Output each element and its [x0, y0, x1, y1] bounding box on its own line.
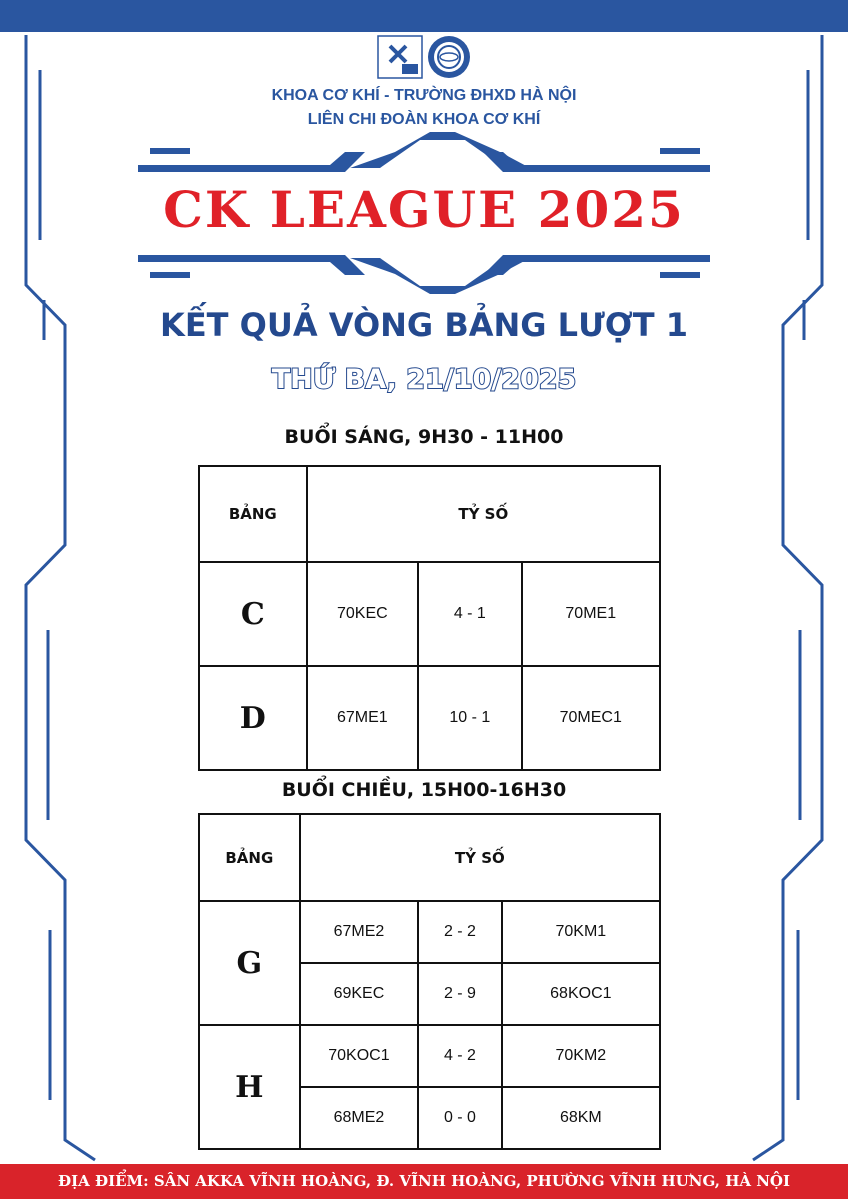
- away-team: 70KM1: [502, 901, 660, 963]
- group-header: BẢNG: [199, 814, 300, 901]
- table-header-row: [199, 466, 660, 562]
- afternoon-session-label: BUỔI CHIỀU, 15H00-16H30: [281, 779, 567, 801]
- table-row: [199, 666, 660, 770]
- home-team: 69KEC: [300, 963, 419, 1025]
- group-name: C: [199, 562, 307, 666]
- title-banner-bottom: [138, 255, 710, 294]
- group-name: H: [199, 1025, 300, 1149]
- away-team: 70ME1: [522, 562, 660, 666]
- score: 4 - 1: [418, 562, 521, 666]
- league-title: CK LEAGUE 2025: [163, 180, 685, 239]
- home-team: 68ME2: [300, 1087, 419, 1149]
- morning-session-label: BUỔI SÁNG, 9H30 - 11H00: [284, 426, 564, 448]
- group-name: D: [199, 666, 307, 770]
- score-header: TỶ SỐ: [307, 466, 660, 562]
- home-team: 70KOC1: [300, 1025, 419, 1087]
- table-row: [199, 901, 660, 963]
- organizer-line-1: KHOA CƠ KHÍ - TRƯỜNG ĐHXD HÀ NỘI: [271, 87, 577, 104]
- logos: [376, 34, 476, 80]
- afternoon-results-table: [198, 813, 661, 1150]
- away-team: 68KOC1: [502, 963, 660, 1025]
- away-team: 68KM: [502, 1087, 660, 1149]
- organizer-line-2: LIÊN CHI ĐOÀN KHOA CƠ KHÍ: [307, 111, 541, 128]
- score: 2 - 9: [418, 963, 501, 1025]
- title-banner-top: [138, 132, 710, 172]
- away-team: 70MEC1: [522, 666, 660, 770]
- morning-results-table: [198, 465, 661, 771]
- group-name: G: [199, 901, 300, 1025]
- group-header: BẢNG: [199, 466, 307, 562]
- score: 10 - 1: [418, 666, 521, 770]
- score-header: TỶ SỐ: [300, 814, 660, 901]
- match-date: THỨ BA, 21/10/2025: [271, 364, 577, 395]
- score: 2 - 2: [418, 901, 501, 963]
- home-team: 67ME1: [307, 666, 419, 770]
- table-row: [199, 562, 660, 666]
- home-team: 67ME2: [300, 901, 419, 963]
- home-team: 70KEC: [307, 562, 419, 666]
- faculty-logo: [428, 36, 470, 78]
- score: 4 - 2: [418, 1025, 501, 1087]
- results-subtitle: KẾT QUẢ VÒNG BẢNG LƯỢT 1: [160, 306, 688, 344]
- away-team: 70KM2: [502, 1025, 660, 1087]
- score: 0 - 0: [418, 1087, 501, 1149]
- university-logo: [378, 36, 422, 78]
- table-row: [199, 1025, 660, 1087]
- venue-footer: ĐỊA ĐIỂM: SÂN AKKA VĨNH HOÀNG, Đ. VĨNH HOÀNG, PHƯỜNG VĨNH HƯNG, HÀ NỘI: [0, 1164, 848, 1199]
- table-header-row: [199, 814, 660, 901]
